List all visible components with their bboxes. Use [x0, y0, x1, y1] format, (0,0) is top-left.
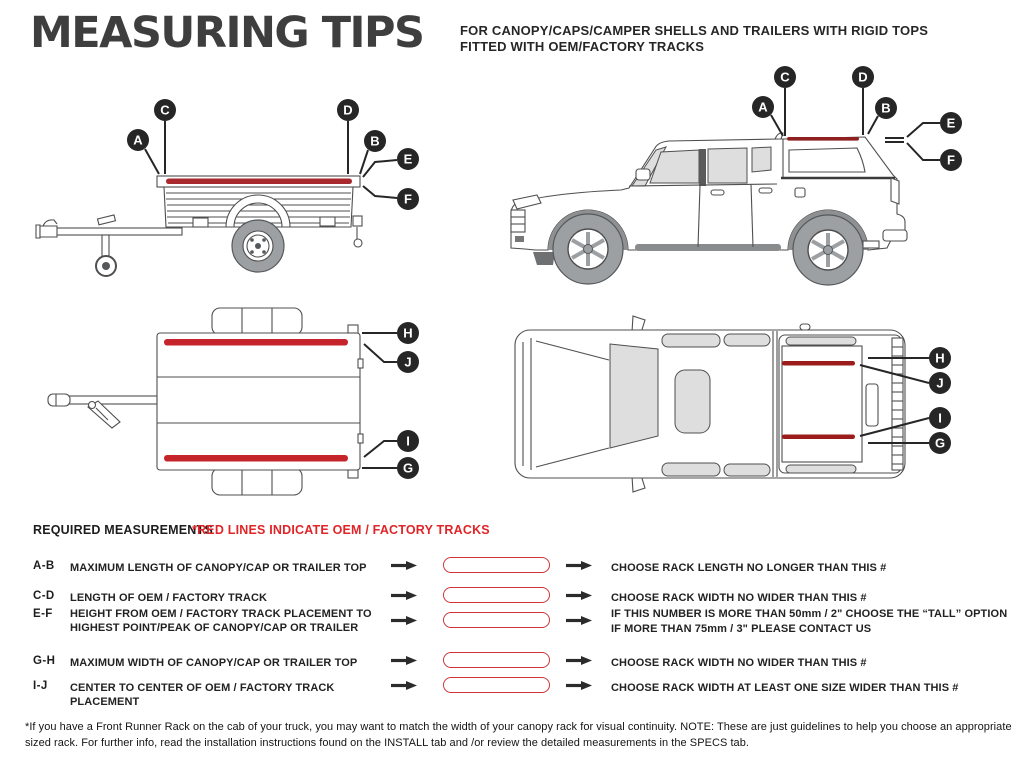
measurement-result: CHOOSE RACK WIDTH NO WIDER THAN THIS # [611, 657, 867, 669]
arrow-icon [566, 561, 592, 570]
callout-d [337, 99, 359, 121]
measurement-result: IF THIS NUMBER IS MORE THAN 50mm / 2" CHOOSE THE “TALL” OPTION [611, 608, 1008, 620]
callout-e [397, 148, 419, 170]
trailer-side-view-diagram [20, 90, 440, 300]
measurement-key: E-F [33, 608, 53, 620]
arrow-icon [566, 656, 592, 665]
callout-i [397, 430, 419, 452]
oem-track-line-trailer-top-2 [164, 455, 348, 462]
measurement-desc: HEIGHT FROM OEM / FACTORY TRACK PLACEMENT TO [70, 608, 372, 620]
page-title: MEASURING TIPS [30, 8, 424, 58]
measurement-key: G-H [33, 655, 56, 667]
measurement-row-cd [33, 587, 1003, 605]
oem-track-line-truck-top-1 [782, 361, 855, 366]
arrow-icon [566, 591, 592, 600]
measurement-input-box [443, 652, 550, 668]
svg-text:B: B [370, 133, 380, 149]
measurement-key: A-B [33, 560, 55, 572]
oem-track-line-truck-top-2 [782, 435, 855, 440]
callout-e [940, 112, 962, 134]
callout-f [940, 149, 962, 171]
svg-text:E: E [946, 115, 956, 131]
trailer-drawbar [36, 215, 182, 276]
svg-text:I: I [406, 433, 410, 449]
measurement-input-box [443, 587, 550, 603]
trailer-top-drawbar [48, 394, 157, 428]
callout-c [154, 99, 176, 121]
subtitle-line-2: FITTED WITH OEM/FACTORY TRACKS [460, 39, 705, 54]
trailer-top-callouts [362, 322, 419, 479]
svg-text:I: I [938, 410, 942, 426]
oem-track-line-trailer-side [166, 179, 352, 185]
arrow-icon [391, 681, 417, 690]
arrow-icon [391, 591, 417, 600]
svg-text:C: C [160, 102, 170, 118]
callout-h [929, 347, 951, 369]
svg-text:E: E [403, 151, 413, 167]
svg-text:A: A [133, 132, 143, 148]
svg-text:J: J [404, 354, 412, 370]
measurement-input-box [443, 612, 550, 628]
truck-side-view-diagram [495, 62, 1015, 302]
callout-b [875, 97, 897, 119]
callout-g [397, 457, 419, 479]
svg-text:A: A [758, 99, 768, 115]
svg-text:B: B [881, 100, 891, 116]
callout-i [929, 407, 951, 429]
measurement-result: CHOOSE RACK WIDTH NO WIDER THAN THIS # [611, 592, 867, 604]
footnote: *If you have a Front Runner Rack on the cab of your truck, you may want to match the width of your canopy rack for visual continuity. NOTE: These are just guidelines to help you choose an appropriate sized rack. For further info, read the installation instructions found on the INSTALL tab and /or review the detailed measurements in the SPECS tab. [25, 721, 1012, 749]
svg-text:G: G [402, 460, 414, 476]
measurement-key: I-J [33, 680, 48, 692]
measurement-row-ef [33, 605, 1008, 639]
measurement-desc: CENTER TO CENTER OF OEM / FACTORY TRACK PLACEMENT [70, 682, 335, 708]
callout-h [397, 322, 419, 344]
arrow-icon [391, 561, 417, 570]
svg-text:D: D [858, 69, 868, 85]
truck-top-view-diagram [490, 300, 1010, 510]
callout-j [397, 351, 419, 373]
measurement-desc-line2: HIGHEST POINT/PEAK OF CANOPY/CAP OR TRAILER [70, 622, 359, 634]
svg-text:C: C [780, 69, 790, 85]
measurement-key: C-D [33, 590, 55, 602]
svg-text:H: H [403, 325, 413, 341]
svg-text:H: H [935, 350, 945, 366]
truck-top-canopy [779, 335, 903, 473]
page-subtitle [460, 23, 928, 55]
measurement-input-box [443, 677, 550, 693]
measurement-row-ab [33, 557, 1003, 575]
red-lines-legend: *RED LINES INDICATE OEM / FACTORY TRACKS [192, 523, 490, 537]
arrow-icon [391, 656, 417, 665]
svg-text:G: G [934, 435, 946, 451]
oem-track-line-truck-side [787, 137, 859, 141]
svg-text:F: F [404, 191, 412, 207]
trailer-top-body [157, 308, 363, 495]
trailer-top-view-diagram [20, 300, 440, 500]
measurement-result: CHOOSE RACK LENGTH NO LONGER THAN THIS # [611, 562, 887, 574]
callout-a [127, 129, 149, 151]
subtitle-line-1: FOR CANOPY/CAPS/CAMPER SHELLS AND TRAILERS WITH RIGID TOPS [460, 23, 929, 38]
measurement-result: CHOOSE RACK WIDTH AT LEAST ONE SIZE WIDER THAN THIS # [611, 682, 959, 694]
measurement-row-gh [33, 652, 1003, 670]
measurement-result-line2: IF MORE THAN 75mm / 3" PLEASE CONTACT US [611, 623, 872, 635]
oem-track-line-trailer-top-1 [164, 339, 348, 346]
callout-j [929, 372, 951, 394]
arrow-icon [391, 616, 417, 625]
arrow-icon [566, 616, 592, 625]
callout-c [774, 66, 796, 88]
callout-d [852, 66, 874, 88]
callout-b [364, 130, 386, 152]
required-measurements-heading: REQUIRED MEASUREMENTS [33, 523, 213, 537]
callout-a [752, 96, 774, 118]
measurement-desc: LENGTH OF OEM / FACTORY TRACK [70, 592, 268, 604]
arrow-icon [566, 681, 592, 690]
svg-text:D: D [343, 102, 353, 118]
measurement-row-ij [33, 677, 1003, 708]
measurement-desc: MAXIMUM LENGTH OF CANOPY/CAP OR TRAILER TOP [70, 562, 367, 574]
svg-text:F: F [947, 152, 955, 168]
callout-f [397, 188, 419, 210]
svg-text:J: J [936, 375, 944, 391]
callout-g [929, 432, 951, 454]
measurement-desc: MAXIMUM WIDTH OF CANOPY/CAP OR TRAILER TOP [70, 657, 358, 669]
measurement-input-box [443, 557, 550, 573]
